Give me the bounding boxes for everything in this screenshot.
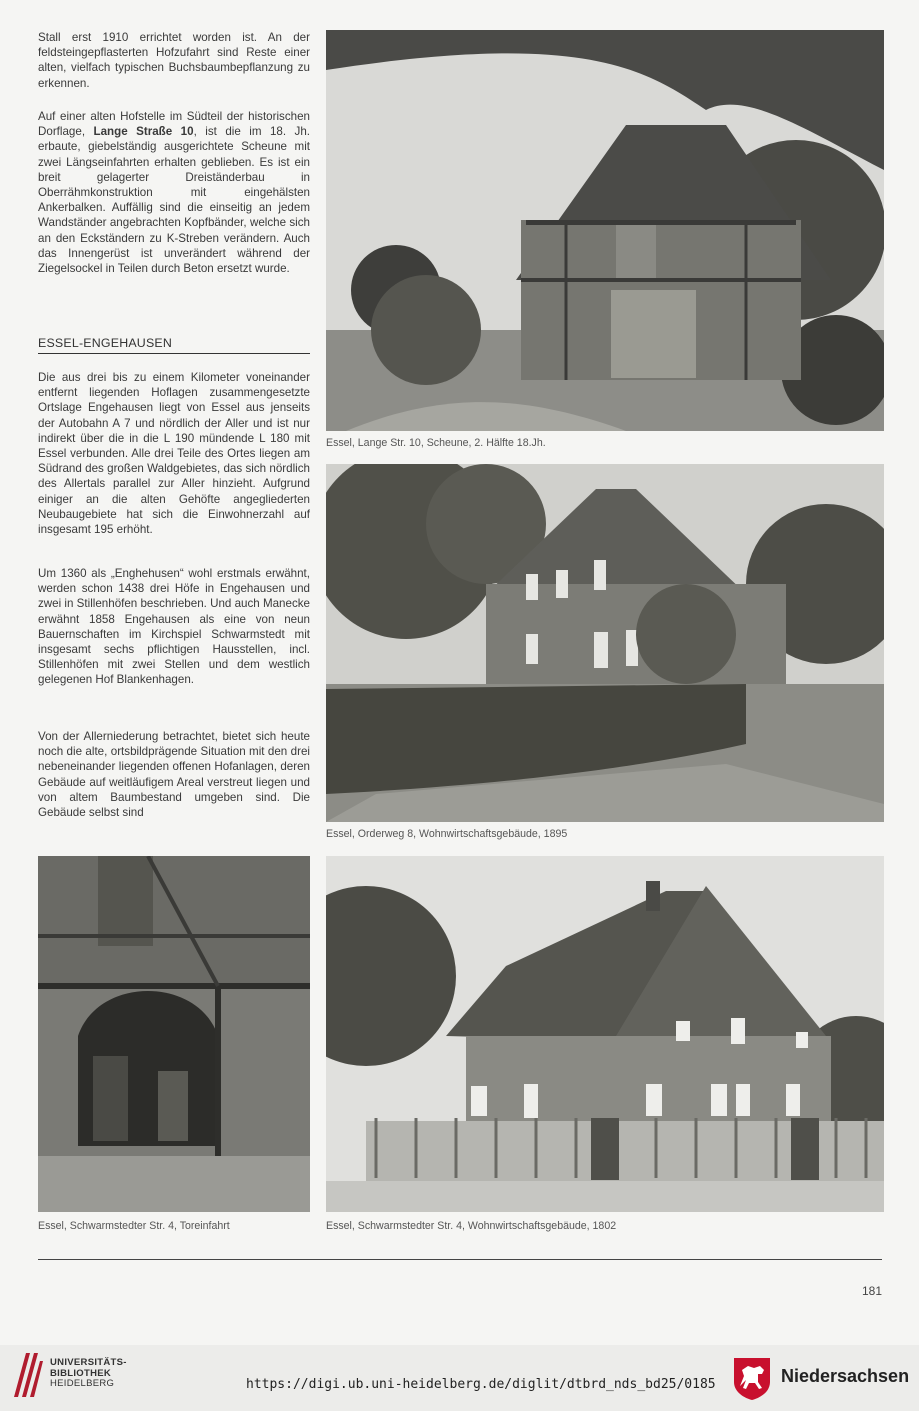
paragraph-text: , ist die im 18. Jh. erbaute, giebelständig ausgerichtete Scheune mit zwei Längseinfahrten erhalten geblieben. Es ist ein breit gelagerter Dreiständerbau in Oberrähmkonstruktion mit eingehälsten Ankerbalken. Auffällig sind die einseitig an jedem Wandständer angebrachten Kopfbänder, welche sich an den Eckständern zu K-Streben verändern. Auch das Innengerüst ist unverändert während der Ziegelsockel in Teilen durch Beton ersetzt wurde.	[38, 125, 310, 276]
photo-caption: Essel, Schwarmstedter Str. 4, Toreinfahrt	[38, 1220, 230, 1232]
niedersachsen-crest-icon[interactable]	[732, 1356, 772, 1400]
photo-barn-lange-strasse	[326, 30, 884, 431]
paragraph-allerniederung	[38, 729, 310, 820]
paragraph-text: Stall erst 1910 errichtet worden ist. An der feldsteingepflasterten Hofzufahrt sind Reste einer alten, vielfach typischen Buchsbaumbepflanzung zu erkennen.	[38, 31, 310, 90]
library-name-line: BIBLIOTHEK	[50, 1367, 112, 1379]
photo-caption: Essel, Orderweg 8, Wohnwirtschaftsgebäude, 1895	[326, 828, 568, 840]
page-number: 181	[861, 1284, 882, 1298]
paragraph-text: Die aus drei bis zu einem Kilometer voneinander entfernt liegenden Hoflagen zusammengesetzte Ortslage Engehausen liegt von Essel aus jenseits der Autobahn A 7 und nördlich der Aller und ist nur indirekt über die in die L 190 mündende L 180 mit Essel verbunden. Alle drei Teile des Ortes liegen am Südrand des großen Waldgebietes, das sich nördlich des Allertals parallel zur Aller hinzieht. Aufgrund einiger an die alten Gehöfte angegliederten Neubaugebiete hat sich die Einwohnerzahl auf insgesamt 195 erhöht.	[38, 371, 310, 537]
university-library-logo-icon	[10, 1351, 44, 1399]
library-name-line: HEIDELBERG	[50, 1378, 115, 1389]
paragraph-history	[38, 566, 310, 688]
footer-divider	[38, 1259, 882, 1260]
paragraph-text: Von der Allerniederung betrachtet, bietet sich heute noch die alte, ortsbildprägende Situation mit den drei nebeneinander liegenden offenen Hofanlagen, deren Gebäude auf weitläufigem Areal verstreut liegen und von altem Baumbestand umgeben sind. Die Gebäude selbst sind	[38, 730, 310, 820]
photo-gate-entrance	[38, 856, 310, 1212]
photo-orderweg-house	[326, 464, 884, 822]
university-library-name[interactable]	[50, 1358, 127, 1390]
address-highlight: Lange Straße 10	[93, 125, 194, 139]
paragraph-intro	[38, 30, 310, 91]
photo-caption: Essel, Schwarmstedter Str. 4, Wohnwirtschaftsgebäude, 1802	[326, 1220, 617, 1232]
source-url[interactable]: https://digi.ub.uni-heidelberg.de/diglit/dtbrd_nds_bd25/0185	[246, 1377, 716, 1392]
section-heading: ESSEL-ENGEHAUSEN	[38, 336, 310, 354]
state-name[interactable]: Niedersachsen	[781, 1366, 910, 1386]
paragraph-text: Um 1360 als „Enghehusen“ wohl erstmals erwähnt, werden schon 1438 drei Höfe in Engehausen und zwei in Stillenhöfen beschrieben. Und auch Manecke erwähnt 1858 Engehausen als eine von neun Bauernschaften im Kirchspiel Schwarmstedt mit insgesamt sechs pflichtigen Hausstellen, incl. Stillenhöfen mit zwei Stellen und dem westlich gelegenen Hof Blankenhagen.	[38, 567, 310, 687]
paragraph-engehausen	[38, 370, 310, 537]
library-name-line: UNIVERSITÄTS-	[50, 1357, 127, 1368]
photo-caption: Essel, Lange Str. 10, Scheune, 2. Hälfte 18.Jh.	[326, 437, 546, 449]
paragraph-lange-strasse	[38, 109, 310, 276]
paragraph-text: Auf einer alten Hofstelle im Südteil der historischen Dorflage,	[38, 110, 310, 139]
photo-schwarmstedter-house	[326, 856, 884, 1212]
